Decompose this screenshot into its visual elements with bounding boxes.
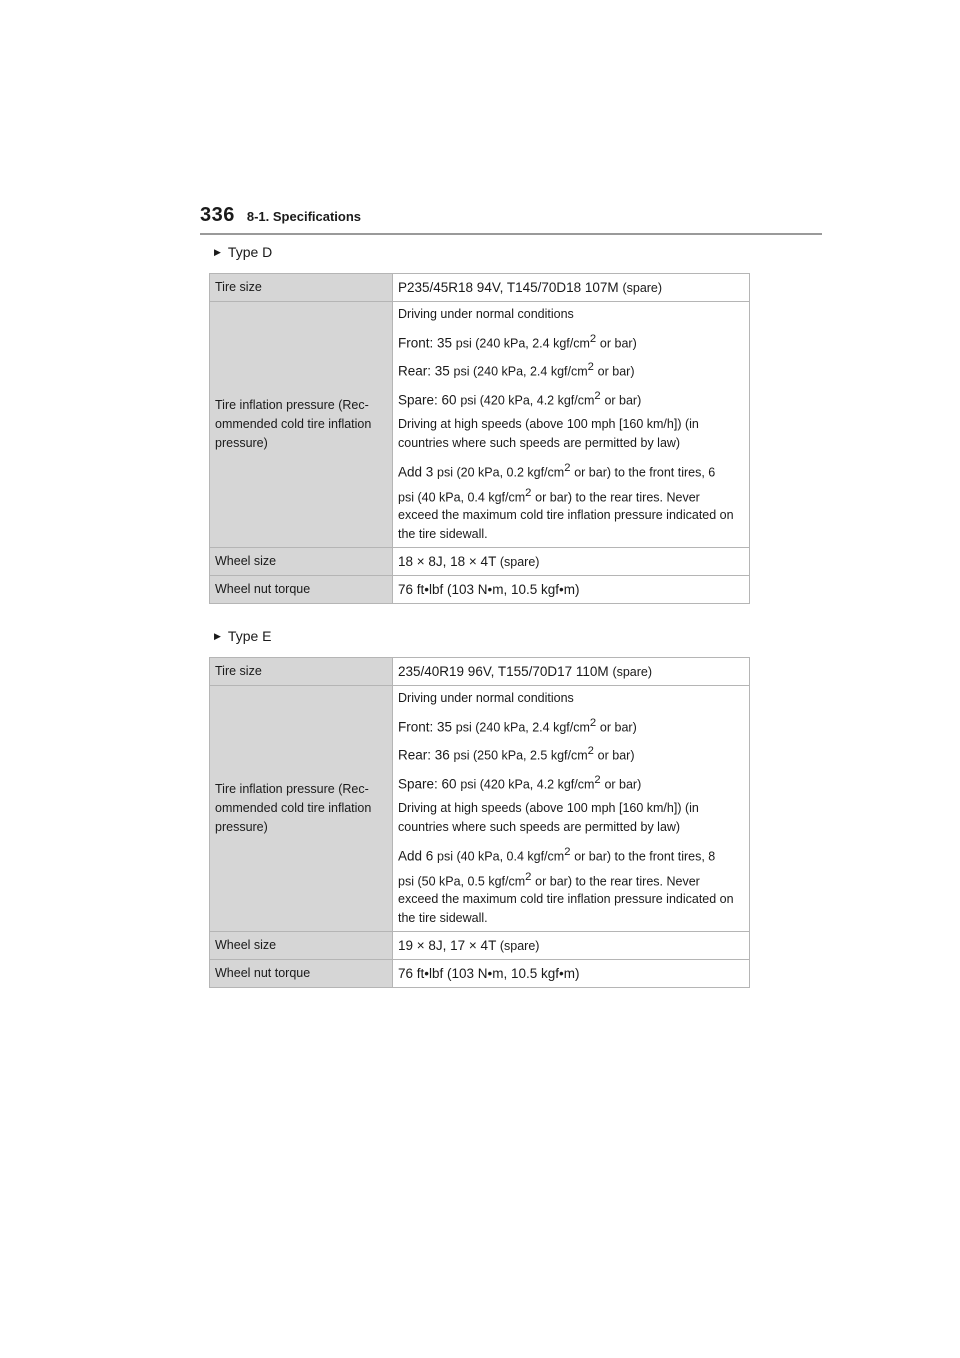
add-rear-pressure: psi (40 kPa, 0.4 kgf/$cm^2$ or bar) to the rear tires. Never: [398, 486, 700, 505]
triangle-right-icon: ▶: [214, 630, 221, 641]
normal-conditions-heading: Driving under normal conditions: [398, 306, 574, 321]
high-speed-heading: Driving at high speeds (above 100 mph [160 km/h]) (in countries where such speeds are permitted by law): [398, 417, 699, 451]
section-title: 8-1. Specifications: [246, 209, 362, 224]
sidewall-note: exceed the maximum cold tire inflation pressure indicated on the tire sidewall.: [398, 892, 734, 926]
page-header: [200, 204, 361, 227]
type-d-table: [209, 273, 750, 604]
wheel-nut-torque-label: Wheel nut torque: [210, 960, 393, 988]
high-speed-heading: Driving at high speeds (above 100 mph [160 km/h]) (in countries where such speeds are permitted by law): [398, 801, 699, 835]
wheel-nut-torque-value: 76 ft•lbf (103 N•m, 10.5 kgf•m): [393, 576, 750, 604]
page-number: 336: [200, 204, 235, 226]
type-e-heading: [214, 628, 272, 644]
normal-conditions-heading: Driving under normal conditions: [398, 690, 574, 705]
pressure-value: [393, 686, 750, 932]
type-e-table: [209, 657, 750, 988]
tire-size-label: Tire size: [210, 658, 393, 686]
wheel-size-label: Wheel size: [210, 548, 393, 576]
rear-pressure: Rear: 36 psi (250 kPa, 2.5 kgf/$cm^2$ or bar): [398, 745, 635, 763]
add-rear-pressure: psi (50 kPa, 0.5 kgf/$cm^2$ or bar) to the rear tires. Never: [398, 870, 700, 889]
table-row: [210, 658, 750, 686]
wheel-size-value: 18 × 8J, 18 × 4T (spare): [393, 548, 750, 576]
table-row: [210, 274, 750, 302]
table-row: [210, 302, 750, 548]
triangle-right-icon: ▶: [214, 246, 221, 257]
tire-size-label: Tire size: [210, 274, 393, 302]
rear-pressure: Rear: 35 psi (240 kPa, 2.4 kgf/$cm^2$ or bar): [398, 361, 635, 379]
wheel-size-label: Wheel size: [210, 932, 393, 960]
wheel-size-value: 19 × 8J, 17 × 4T (spare): [393, 932, 750, 960]
header-divider: [200, 233, 822, 235]
front-pressure: Front: 35 psi (240 kPa, 2.4 kgf/$cm^2$ or bar): [398, 332, 637, 351]
table-row: [210, 548, 750, 576]
add-front-pressure: Add 3 psi (20 kPa, 0.2 kgf/$cm^2$ or bar) to the front tires, 6: [398, 462, 716, 480]
table-row: [210, 932, 750, 960]
spare-pressure: Spare: 60 psi (420 kPa, 4.2 kgf/$cm^2$ or bar): [398, 389, 642, 408]
add-front-pressure: Add 6 psi (40 kPa, 0.4 kgf/$cm^2$ or bar) to the front tires, 8: [398, 846, 716, 864]
spare-pressure: Spare: 60 psi (420 kPa, 4.2 kgf/$cm^2$ or bar): [398, 773, 642, 792]
wheel-nut-torque-label: Wheel nut torque: [210, 576, 393, 604]
table-row: [210, 576, 750, 604]
front-pressure: Front: 35 psi (240 kPa, 2.4 kgf/$cm^2$ or bar): [398, 716, 637, 735]
tire-size-value: P235/45R18 94V, T145/70D18 107M (spare): [393, 274, 750, 302]
type-e-label: Type E: [227, 628, 272, 644]
sidewall-note: exceed the maximum cold tire inflation pressure indicated on the tire sidewall.: [398, 508, 734, 542]
tire-size-value: 235/40R19 96V, T155/70D17 110M (spare): [393, 658, 750, 686]
wheel-nut-torque-value: 76 ft•lbf (103 N•m, 10.5 kgf•m): [393, 960, 750, 988]
table-row: [210, 960, 750, 988]
pressure-label: Tire inflation pressure (Rec-ommended cold tire inflation pressure): [210, 686, 393, 932]
pressure-label: Tire inflation pressure (Rec-ommended cold tire inflation pressure): [210, 302, 393, 548]
table-row: [210, 686, 750, 932]
pressure-value: [393, 302, 750, 548]
type-d-label: Type D: [227, 244, 273, 260]
type-d-heading: [214, 244, 272, 260]
